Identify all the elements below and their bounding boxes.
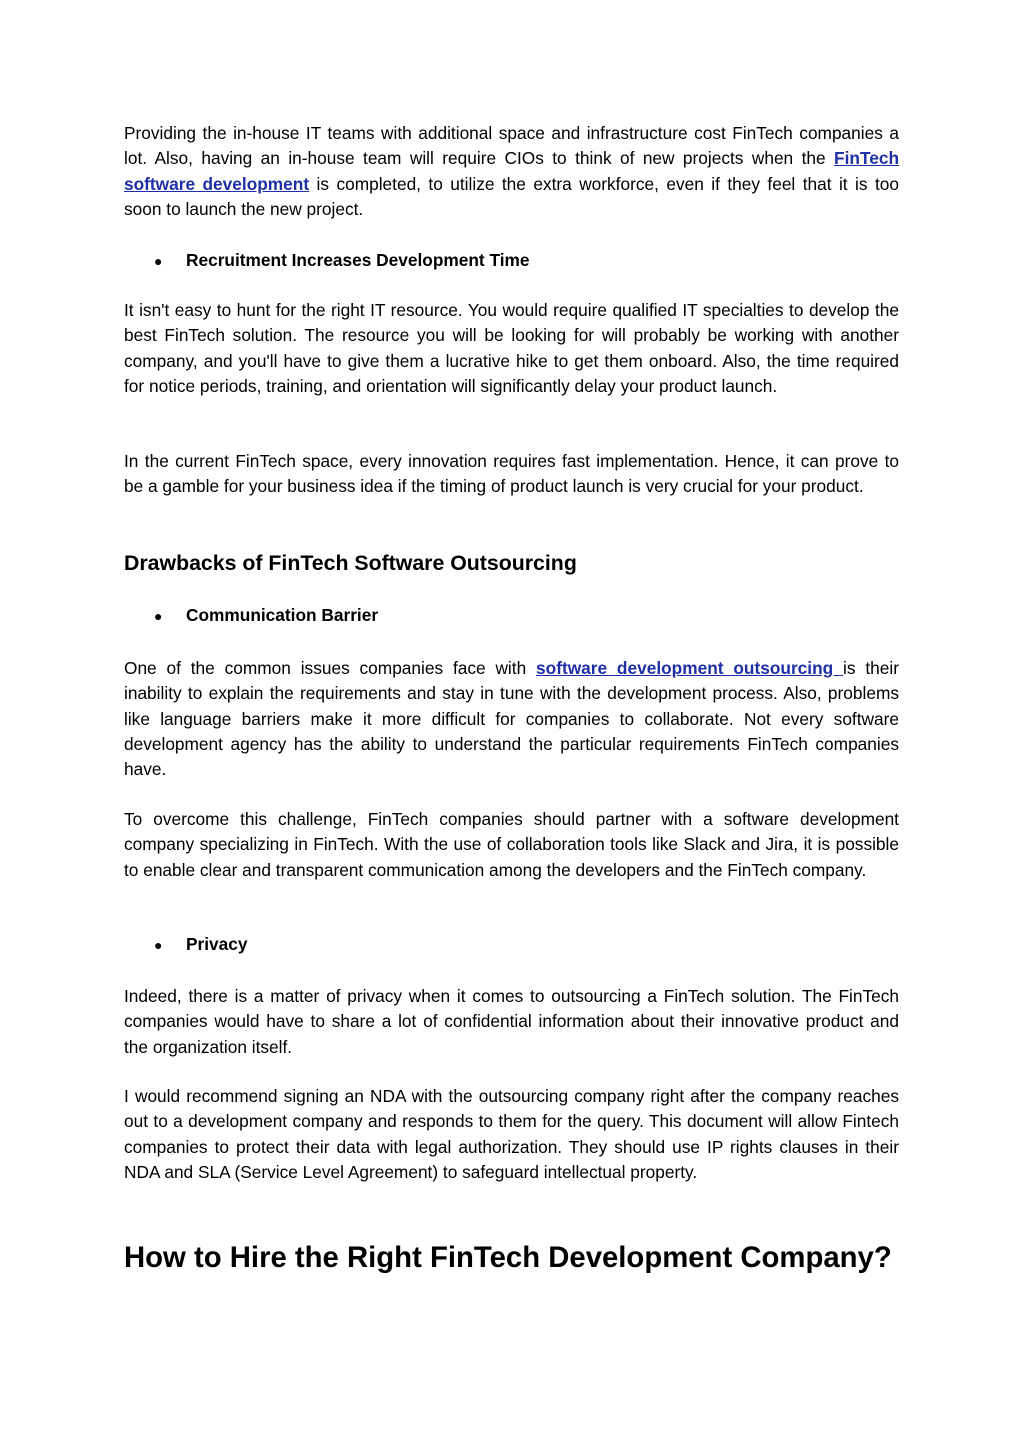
heading-drawbacks: Drawbacks of FinTech Software Outsourcing: [124, 551, 577, 575]
paragraph-it-resource: It isn't easy to hunt for the right IT resource. You would require qualified IT specialties to develop the best FinTech solution. The resource you will be looking for will probably be working with another company, and you'll have to give them a lucrative hike to get them onboard. Also, the time required for notice periods, training, and orientation will significantly delay your product launch.: [124, 300, 899, 396]
paragraph-text: is completed, to utilize the extra workforce, even if they feel that it is too soon to launch the new project.: [124, 173, 899, 219]
software-development-outsourcing-link[interactable]: software development outsourcing: [536, 658, 844, 678]
bullet-icon: ●: [154, 937, 163, 953]
paragraph-nda: I would recommend signing an NDA with the outsourcing company right after the company reaches out to a development company and responds to them for the query. This document will allow Fintech companies to protect their data with legal authorization. They should use IP rights clauses in their NDA and SLA (Service Level Agreement) to safeguard intellectual property.: [124, 1086, 899, 1182]
bullet-label: Communication Barrier: [186, 605, 379, 625]
heading-hire-company: How to Hire the Right FinTech Development Company?: [124, 1241, 892, 1274]
paragraph-text: Providing the in-house IT teams with additional space and infrastructure cost FinTech companies a lot. Also, having an in-house team will require CIOs to think of new projects when the: [124, 123, 899, 169]
bullet-label: Privacy: [186, 934, 248, 954]
bullet-recruitment: [154, 248, 530, 274]
paragraph-privacy: Indeed, there is a matter of privacy when it comes to outsourcing a FinTech solution. The FinTech companies would have to share a lot of confidential information about their innovative product and the organization itself.: [124, 986, 899, 1057]
paragraph-inhouse-cost: [124, 121, 899, 222]
fintech-software-development-link[interactable]: FinTech software development: [124, 148, 899, 194]
bullet-communication: [154, 603, 378, 629]
paragraph-text: One of the common issues companies face with: [124, 658, 537, 678]
paragraph-overcome-challenge: To overcome this challenge, FinTech companies should partner with a software development company specializing in FinTech. With the use of collaboration tools like Slack and Jira, it is possible to enable clear and transparent communication among the developers and the FinTech company.: [124, 809, 899, 880]
paragraph-common-issues: [124, 656, 899, 782]
bullet-icon: ●: [154, 608, 163, 624]
paragraph-fintech-space: In the current FinTech space, every innovation requires fast implementation. Hence, it can prove to be a gamble for your business idea if the timing of product launch is very crucial for your product.: [124, 451, 899, 497]
bullet-privacy: [154, 932, 248, 958]
bullet-icon: ●: [154, 253, 163, 269]
bullet-label: Recruitment Increases Development Time: [186, 250, 530, 270]
paragraph-text: is their inability to explain the requirements and stay in tune with the development process. Also, problems like language barriers make it more difficult for companies to collaborate. Not every software development agency has the ability to understand the particular requirements FinTech companies have.: [124, 658, 899, 780]
